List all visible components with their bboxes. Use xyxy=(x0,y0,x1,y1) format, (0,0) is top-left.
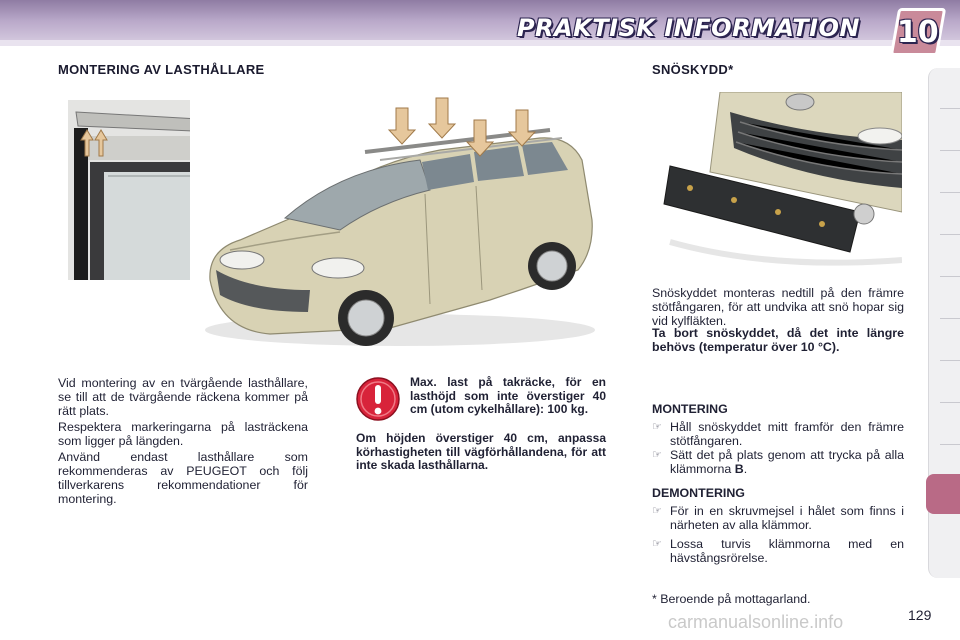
page-number: 129 xyxy=(908,607,932,623)
paragraph-recommended-racks: Använd endast lasthållare som rekommenderas av PEUGEOT och följ tillverkarens rekommendationer för montering. xyxy=(58,450,308,506)
tab-divider xyxy=(940,318,960,319)
section-title-snow-guard: SNÖSKYDD* xyxy=(652,62,734,77)
tab-divider xyxy=(940,192,960,193)
demount-step-text: För in en skruvmejsel i hålet som finns i närheten av alla klämmor. xyxy=(670,504,904,532)
warning-max-load-text: Max. last på takräcke, för en lasthöjd som inte överstiger 40 cm (utom cykelhållare): 100 kg. xyxy=(410,375,606,416)
list-item xyxy=(652,448,904,476)
snow-guard-illustration xyxy=(650,92,902,272)
watermark: carmanualsonline.info xyxy=(668,612,844,632)
warning-exclamation-icon xyxy=(355,376,401,427)
warning-speed-text: Om höjden överstiger 40 cm, anpassa körhastigheten till vägförhållandena, för att inte skada lasthållarna. xyxy=(356,431,606,472)
pointing-hand-icon: ☞ xyxy=(652,449,662,461)
tab-divider xyxy=(940,108,960,109)
pointing-hand-icon: ☞ xyxy=(652,505,662,517)
subheading-demounting: DEMONTERING xyxy=(652,486,745,500)
paragraph-crossbar-placement: Vid montering av en tvärgående lasthållare, se till att de tvärgående räckena kommer på rätt plats. xyxy=(58,376,308,418)
page-title: PRAKTISK INFORMATION xyxy=(516,14,860,42)
mount-step-text: Sätt det på plats genom att trycka på alla klämmorna B. xyxy=(670,448,904,476)
tab-divider xyxy=(940,360,960,361)
chapter-tab-active[interactable] xyxy=(926,474,960,514)
paragraph-rail-markings: Respektera markeringarna på lasträckena som ligger på längden. xyxy=(58,420,308,448)
footnote: * Beroende på mottagarland. xyxy=(652,592,811,606)
list-item xyxy=(652,537,904,565)
tab-divider xyxy=(940,234,960,235)
pointing-hand-icon: ☞ xyxy=(652,421,662,433)
paragraph-snow-guard-intro: Snöskyddet monteras nedtill på den främre stötfångaren, för att undvika att snö hopar sig vid kylfläkten. xyxy=(652,286,904,328)
tab-divider xyxy=(940,444,960,445)
mount-step-text: Håll snöskyddet mitt framför den främre stötfångaren. xyxy=(670,420,904,448)
tab-divider xyxy=(940,150,960,151)
demount-step-text: Lossa turvis klämmorna med en hävstångsrörelse. xyxy=(670,537,904,565)
tab-divider xyxy=(940,276,960,277)
pointing-hand-icon: ☞ xyxy=(652,538,662,550)
list-item xyxy=(652,420,904,448)
chapter-number: 10 xyxy=(897,14,939,50)
chapter-badge xyxy=(890,8,946,56)
car-roof-rack-illustration xyxy=(190,90,600,350)
paragraph-snow-guard-remove: Ta bort snöskyddet, då det inte längre behövs (temperatur över 10 °C). xyxy=(652,326,904,354)
section-title-roof-rack: MONTERING AV LASTHÅLLARE xyxy=(58,62,265,77)
subheading-mounting: MONTERING xyxy=(652,402,728,416)
list-item xyxy=(652,504,904,532)
tab-divider xyxy=(940,402,960,403)
